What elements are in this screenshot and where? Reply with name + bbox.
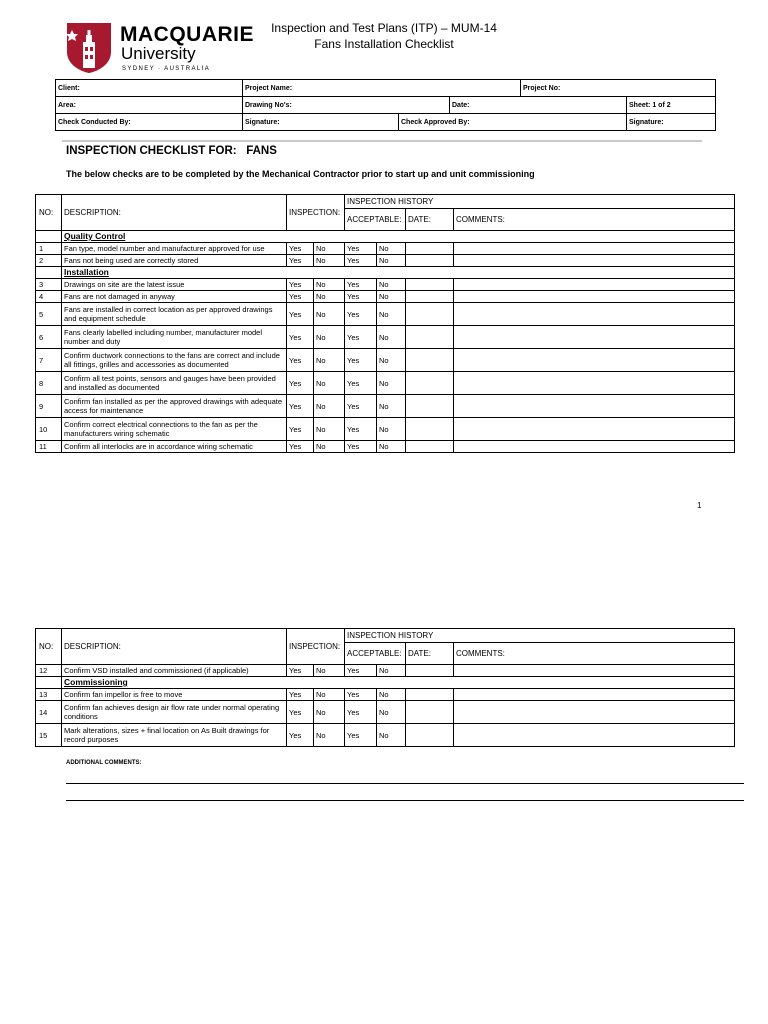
item-number: 8 [36, 372, 62, 395]
acceptable-yes-option[interactable]: Yes [345, 701, 377, 724]
checklist-item-row [36, 243, 735, 255]
header-comments: COMMENTS: [454, 209, 735, 231]
comment-line[interactable] [66, 800, 744, 801]
item-number: 10 [36, 418, 62, 441]
date-entry-cell[interactable] [406, 291, 454, 303]
date-field[interactable]: Date: [450, 97, 627, 114]
date-entry-cell[interactable] [406, 326, 454, 349]
project-info-table [55, 79, 716, 131]
acceptable-yes-option[interactable]: Yes [345, 724, 377, 747]
checklist-item-row [36, 255, 735, 267]
project-no-field[interactable]: Project No: [521, 80, 716, 97]
item-description: Mark alterations, sizes + final location on As Built drawings for record purposes [62, 724, 287, 747]
inspection-no-option[interactable]: No [314, 701, 345, 724]
item-number: 5 [36, 303, 62, 326]
comments-entry-cell[interactable] [454, 279, 735, 291]
comments-entry-cell[interactable] [454, 418, 735, 441]
acceptable-yes-option[interactable]: Yes [345, 326, 377, 349]
acceptable-no-option[interactable]: No [377, 349, 406, 372]
acceptable-yes-option[interactable]: Yes [345, 279, 377, 291]
header-acceptable: ACCEPTABLE: [345, 643, 406, 665]
checklist-heading [66, 144, 277, 158]
document-title-line2: Fans Installation Checklist [314, 37, 454, 51]
client-field[interactable]: Client: [56, 80, 243, 97]
acceptable-no-option[interactable]: No [377, 279, 406, 291]
inspection-yes-option[interactable]: Yes [287, 418, 314, 441]
section-row [36, 677, 735, 689]
conducted-signature-field[interactable]: Signature: [243, 114, 399, 131]
inspection-yes-option[interactable]: Yes [287, 326, 314, 349]
section-title: Commissioning [62, 677, 735, 689]
inspection-yes-option[interactable]: Yes [287, 701, 314, 724]
header-date: DATE: [406, 643, 454, 665]
comments-entry-cell[interactable] [454, 724, 735, 747]
item-description: Confirm all interlocks are in accordance wiring schematic [62, 441, 287, 453]
acceptable-no-option[interactable]: No [377, 724, 406, 747]
checklist-item-row [36, 689, 735, 701]
checklist-item-row [36, 724, 735, 747]
comments-entry-cell[interactable] [454, 701, 735, 724]
additional-comments-label: ADDITIONAL COMMENTS: [66, 760, 142, 766]
checklist-heading-value: FANS [246, 145, 277, 157]
item-description: Confirm fan impellor is free to move [62, 689, 287, 701]
page-number: 1 [697, 501, 702, 510]
checklist-item-row [36, 701, 735, 724]
checklist-item-row [36, 395, 735, 418]
item-number: 11 [36, 441, 62, 453]
inspection-no-option[interactable]: No [314, 349, 345, 372]
date-entry-cell[interactable] [406, 255, 454, 267]
header-inspection: INSPECTION: [287, 629, 345, 665]
acceptable-no-option[interactable]: No [377, 372, 406, 395]
item-description: Confirm correct electrical connections to the fan as per the manufacturers wiring schematic [62, 418, 287, 441]
item-number: 14 [36, 701, 62, 724]
inspection-no-option[interactable]: No [314, 255, 345, 267]
header-no: NO: [36, 629, 62, 665]
checklist-instruction: The below checks are to be completed by the Mechanical Contractor prior to start up and unit commissioning [66, 169, 535, 179]
checklist-body-page2 [36, 629, 735, 747]
comments-entry-cell[interactable] [454, 349, 735, 372]
acceptable-no-option[interactable]: No [377, 441, 406, 453]
document-title [250, 20, 518, 52]
date-entry-cell[interactable] [406, 724, 454, 747]
checklist-item-row [36, 291, 735, 303]
inspection-no-option[interactable]: No [314, 724, 345, 747]
acceptable-yes-option[interactable]: Yes [345, 395, 377, 418]
logo-wordmark-line1: MACQUARIE [120, 23, 254, 46]
acceptable-yes-option[interactable]: Yes [345, 255, 377, 267]
date-entry-cell[interactable] [406, 701, 454, 724]
inspection-no-option[interactable]: No [314, 279, 345, 291]
inspection-no-option[interactable]: No [314, 303, 345, 326]
area-field[interactable]: Area: [56, 97, 243, 114]
section-title: Quality Control [62, 231, 735, 243]
comments-entry-cell[interactable] [454, 303, 735, 326]
approved-signature-field[interactable]: Signature: [627, 114, 716, 131]
section-spacer [36, 677, 62, 689]
item-description: Confirm fan installed as per the approved drawings with adequate access for maintenance [62, 395, 287, 418]
header-acceptable: ACCEPTABLE: [345, 209, 406, 231]
item-description: Confirm all test points, sensors and gauges have been provided and installed as documented [62, 372, 287, 395]
item-description: Confirm VSD installed and commissioned (if applicable) [62, 665, 287, 677]
inspection-no-option[interactable]: No [314, 326, 345, 349]
header-no: NO: [36, 195, 62, 231]
item-number: 6 [36, 326, 62, 349]
date-entry-cell[interactable] [406, 372, 454, 395]
acceptable-yes-option[interactable]: Yes [345, 349, 377, 372]
checklist-item-row [36, 279, 735, 291]
comments-entry-cell[interactable] [454, 665, 735, 677]
date-entry-cell[interactable] [406, 303, 454, 326]
section-spacer [36, 231, 62, 243]
header-date: DATE: [406, 209, 454, 231]
inspection-yes-option[interactable]: Yes [287, 291, 314, 303]
section-row [36, 267, 735, 279]
header-description: DESCRIPTION: [62, 629, 287, 665]
item-description: Confirm ductwork connections to the fans are correct and include all fittings, grilles and accessories as documented [62, 349, 287, 372]
comments-entry-cell[interactable] [454, 255, 735, 267]
inspection-no-option[interactable]: No [314, 243, 345, 255]
sheet-field: Sheet: 1 of 2 [627, 97, 716, 114]
inspection-yes-option[interactable]: Yes [287, 724, 314, 747]
item-number: 7 [36, 349, 62, 372]
checklist-table-page2 [35, 628, 735, 747]
checklist-item-row [36, 349, 735, 372]
acceptable-no-option[interactable]: No [377, 255, 406, 267]
comments-entry-cell[interactable] [454, 291, 735, 303]
inspection-no-option[interactable]: No [314, 291, 345, 303]
inspection-no-option[interactable]: No [314, 372, 345, 395]
date-entry-cell[interactable] [406, 665, 454, 677]
logo-wordmark-line2: University [121, 44, 196, 63]
university-crest-icon [66, 22, 112, 74]
item-description: Confirm fan achieves design air flow rate under normal operating conditions [62, 701, 287, 724]
logo-wordmark-line3: SYDNEY · AUSTRALIA [122, 66, 211, 72]
inspection-no-option[interactable]: No [314, 689, 345, 701]
item-description: Fans not being used are correctly stored [62, 255, 287, 267]
date-entry-cell[interactable] [406, 349, 454, 372]
comments-entry-cell[interactable] [454, 441, 735, 453]
acceptable-yes-option[interactable]: Yes [345, 418, 377, 441]
acceptable-yes-option[interactable]: Yes [345, 243, 377, 255]
inspection-no-option[interactable]: No [314, 418, 345, 441]
inspection-yes-option[interactable]: Yes [287, 689, 314, 701]
header-divider [62, 140, 702, 142]
item-number: 3 [36, 279, 62, 291]
acceptable-yes-option[interactable]: Yes [345, 665, 377, 677]
acceptable-yes-option[interactable]: Yes [345, 372, 377, 395]
inspection-no-option[interactable]: No [314, 665, 345, 677]
item-number: 2 [36, 255, 62, 267]
acceptable-no-option[interactable]: No [377, 701, 406, 724]
section-spacer [36, 267, 62, 279]
comments-entry-cell[interactable] [454, 243, 735, 255]
comment-line[interactable] [66, 783, 744, 784]
inspection-yes-option[interactable]: Yes [287, 255, 314, 267]
header-inspection-history: INSPECTION HISTORY [345, 629, 735, 643]
section-title: Installation [62, 267, 735, 279]
check-conducted-by-field[interactable]: Check Conducted By: [56, 114, 243, 131]
item-number: 4 [36, 291, 62, 303]
item-description: Drawings on site are the latest issue [62, 279, 287, 291]
check-approved-by-field[interactable]: Check Approved By: [399, 114, 627, 131]
inspection-yes-option[interactable]: Yes [287, 372, 314, 395]
inspection-yes-option[interactable]: Yes [287, 349, 314, 372]
inspection-yes-option[interactable]: Yes [287, 303, 314, 326]
item-description: Fans are not damaged in anyway [62, 291, 287, 303]
inspection-yes-option[interactable]: Yes [287, 665, 314, 677]
checklist-item-row [36, 441, 735, 453]
header-inspection: INSPECTION: [287, 195, 345, 231]
acceptable-no-option[interactable]: No [377, 395, 406, 418]
comments-entry-cell[interactable] [454, 689, 735, 701]
checklist-item-row [36, 418, 735, 441]
inspection-yes-option[interactable]: Yes [287, 279, 314, 291]
drawing-nos-field[interactable]: Drawing No's: [243, 97, 450, 114]
acceptable-no-option[interactable]: No [377, 418, 406, 441]
checklist-item-row [36, 303, 735, 326]
checklist-table-page1 [35, 194, 735, 453]
comments-entry-cell[interactable] [454, 372, 735, 395]
acceptable-yes-option[interactable]: Yes [345, 303, 377, 326]
acceptable-no-option[interactable]: No [377, 689, 406, 701]
acceptable-no-option[interactable]: No [377, 243, 406, 255]
checklist-item-row [36, 372, 735, 395]
header-comments: COMMENTS: [454, 643, 735, 665]
date-entry-cell[interactable] [406, 689, 454, 701]
university-logo [66, 22, 254, 74]
checklist-body-page1 [36, 195, 735, 453]
acceptable-no-option[interactable]: No [377, 303, 406, 326]
item-number: 12 [36, 665, 62, 677]
item-description: Fan type, model number and manufacturer approved for use [62, 243, 287, 255]
comments-entry-cell[interactable] [454, 395, 735, 418]
acceptable-yes-option[interactable]: Yes [345, 291, 377, 303]
acceptable-no-option[interactable]: No [377, 291, 406, 303]
item-number: 13 [36, 689, 62, 701]
item-number: 1 [36, 243, 62, 255]
date-entry-cell[interactable] [406, 243, 454, 255]
header-description: DESCRIPTION: [62, 195, 287, 231]
project-name-field[interactable]: Project Name: [243, 80, 521, 97]
date-entry-cell[interactable] [406, 441, 454, 453]
item-description: Fans clearly labelled including number, manufacturer model number and duty [62, 326, 287, 349]
inspection-yes-option[interactable]: Yes [287, 395, 314, 418]
inspection-yes-option[interactable]: Yes [287, 441, 314, 453]
acceptable-yes-option[interactable]: Yes [345, 689, 377, 701]
date-entry-cell[interactable] [406, 395, 454, 418]
item-number: 15 [36, 724, 62, 747]
comments-entry-cell[interactable] [454, 326, 735, 349]
date-entry-cell[interactable] [406, 279, 454, 291]
section-row [36, 231, 735, 243]
inspection-yes-option[interactable]: Yes [287, 243, 314, 255]
document-title-line1: Inspection and Test Plans (ITP) – MUM-14 [271, 21, 497, 35]
checklist-item-row [36, 326, 735, 349]
inspection-no-option[interactable]: No [314, 441, 345, 453]
acceptable-no-option[interactable]: No [377, 326, 406, 349]
checklist-heading-label: INSPECTION CHECKLIST FOR: [66, 145, 237, 157]
date-entry-cell[interactable] [406, 418, 454, 441]
acceptable-yes-option[interactable]: Yes [345, 441, 377, 453]
acceptable-no-option[interactable]: No [377, 665, 406, 677]
item-number: 9 [36, 395, 62, 418]
header-inspection-history: INSPECTION HISTORY [345, 195, 735, 209]
checklist-item-row [36, 665, 735, 677]
item-description: Fans are installed in correct location as per approved drawings and equipment schedule [62, 303, 287, 326]
inspection-no-option[interactable]: No [314, 395, 345, 418]
